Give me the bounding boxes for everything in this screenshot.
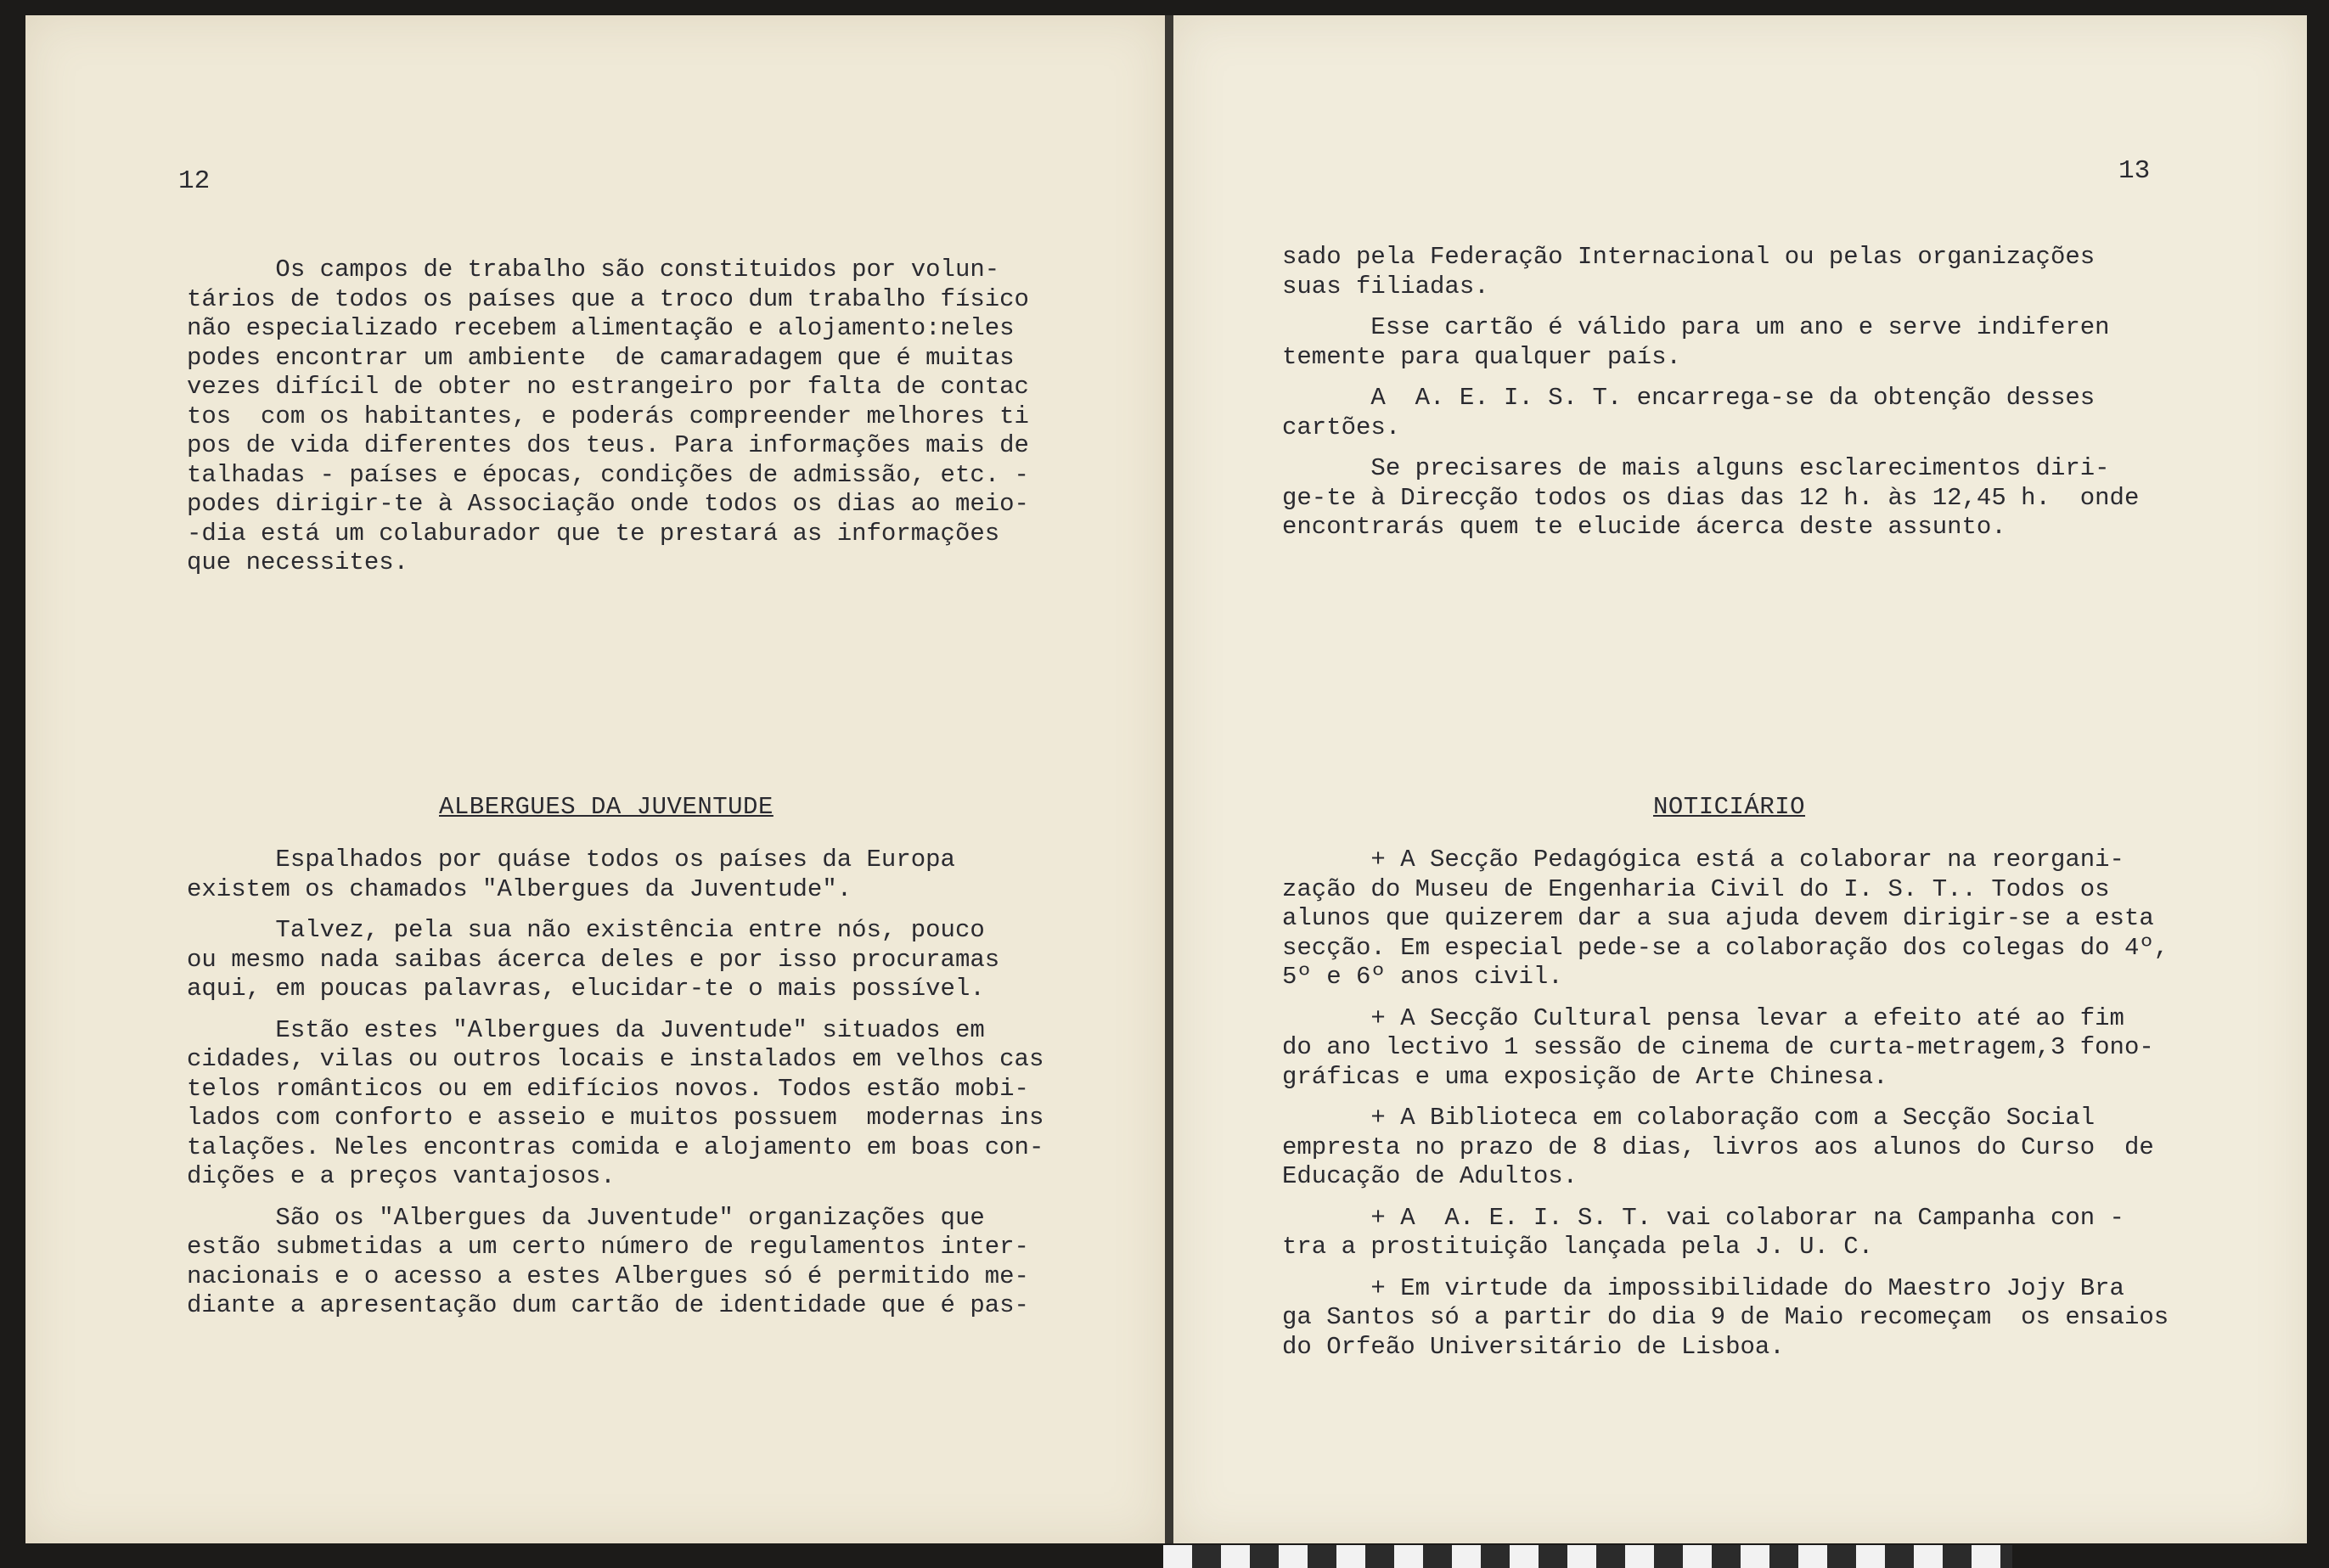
text-line: A A. E. I. S. T. encarrega-se da obtenção desses [1282,384,2096,412]
text-line: tários de todos os países que a troco dum trabalho físico [187,284,1029,313]
text-line: tra a prostituição lançada pela J. U. C. [1282,1233,1874,1261]
text-line: Estão estes "Albergues da Juventude" situados em [187,1015,985,1044]
text-line [1282,1262,2169,1274]
right-page [1173,15,2307,1543]
page-number: 13 [2118,156,2151,186]
text-line: + A Secção Pedagógica está a colaborar na reorgani- [1282,846,2124,874]
text-line: ga Santos só a partir do dia 9 de Maio recomeçam os ensaios [1282,1303,2169,1331]
text-line: Talvez, pela sua não existência entre nós, pouco [187,916,985,944]
text-line: do ano lectivo 1 sessão de cinema de curta-metragem,3 fono- [1282,1033,2154,1061]
text-line: nacionais e o acesso a estes Albergues só é permitido me- [187,1262,1029,1290]
text-line: podes dirigir-te à Associação onde todos os dias ao meio- [187,490,1029,518]
text-line: + Em virtude da impossibilidade do Maestro Jojy Bra [1282,1273,2124,1302]
text-line [187,904,1044,916]
text-line [187,1004,1044,1016]
text-line: talações. Neles encontras comida e alojamento em boas con- [187,1132,1044,1161]
text-line [187,1192,1044,1204]
text-line: + A Biblioteca em colaboração com a Secção Social [1282,1104,2096,1132]
text-line: encontrarás quem te elucide ácerca deste assunto. [1282,513,2006,541]
book-spine [1165,15,1173,1543]
text-line: do Orfeão Universitário de Lisboa. [1282,1332,1785,1361]
albergues-body [187,846,1044,1321]
text-line: Se precisares de mais alguns esclarecimentos diri- [1282,454,2110,482]
text-line: telos românticos ou em edifícios novos. Todos estão mobi- [187,1074,1029,1103]
text-line: temente para qualquer país. [1282,342,1681,371]
text-line: lados com conforto e asseio e muitos possuem modernas ins [187,1104,1044,1132]
text-line: gráficas e uma exposição de Arte Chinesa. [1282,1062,1888,1091]
text-line: -dia está um colaburador que te prestará as informações [187,519,1000,548]
text-line: alunos que quizerem dar a sua ajuda devem dirigir-se a esta [1282,904,2154,932]
continuation-paragraph [1282,243,2139,542]
text-line [1282,1092,2169,1104]
text-line: secção. Em especial pede-se a colaboração dos colegas do 4º, [1282,933,2169,962]
intro-paragraph [187,256,1029,578]
text-line: Educação de Adultos. [1282,1162,1578,1190]
text-line: cartões. [1282,413,1401,441]
page-number: 12 [178,166,211,196]
text-line: aqui, em poucas palavras, elucidar-te o mais possível. [187,975,985,1003]
text-line: empresta no prazo de 8 dias, livros aos alunos do Curso de [1282,1132,2154,1161]
text-line: Os campos de trabalho são constituidos por volun- [187,256,1000,284]
text-line: 5º e 6º anos civil. [1282,963,1563,991]
news-items [1282,846,2169,1362]
text-line: ge-te à Direcção todos os dias das 12 h. às 12,45 h. onde [1282,483,2140,512]
text-line: que necessites. [187,548,409,576]
section-title-albergues: ALBERGUES DA JUVENTUDE [439,793,774,821]
text-line: + A A. E. I. S. T. vai colaborar na Campanha con - [1282,1203,2124,1232]
text-line: Espalhados por quáse todos os países da Europa [187,846,955,874]
section-title-noticiario: NOTICIÁRIO [1653,793,1806,821]
text-line: talhadas - países e épocas, condições de admissão, etc. - [187,460,1029,489]
text-line [1282,372,2139,384]
text-line: cidades, vilas ou outros locais e instalados em velhos cas [187,1045,1044,1073]
text-line: zação do Museu de Engenharia Civil do I. S. T.. Todos os [1282,874,2110,903]
text-line: pos de vida diferentes dos teus. Para informações mais de [187,431,1029,459]
text-line: ou mesmo nada saibas ácerca deles e por isso procuramas [187,945,1000,974]
text-line: vezes difícil de obter no estrangeiro por falta de contac [187,373,1029,401]
text-line [1282,442,2139,454]
left-page [25,15,1165,1543]
text-line: Esse cartão é válido para um ano e serve indiferen [1282,313,2110,341]
text-line: suas filiadas. [1282,272,1489,301]
text-line: tos com os habitantes, e poderás compreender melhores ti [187,402,1029,430]
text-line [1282,1192,2169,1204]
text-line [1282,301,2139,313]
text-line: São os "Albergues da Juventude" organizações que [187,1203,985,1232]
text-line [1282,992,2169,1004]
text-line: não especializado recebem alimentação e alojamento:neles [187,314,1015,342]
text-line: diante a apresentação dum cartão de identidade que é pas- [187,1291,1029,1319]
text-line: sado pela Federação Internacional ou pelas organizações [1282,243,2096,271]
text-line: dições e a preços vantajosos. [187,1162,616,1190]
text-line: existem os chamados "Albergues da Juventude". [187,874,852,903]
scale-ruler [1163,1545,2012,1568]
text-line: estão submetidas a um certo número de regulamentos inter- [187,1233,1029,1261]
text-line: + A Secção Cultural pensa levar a efeito até ao fim [1282,1003,2124,1032]
text-line: podes encontrar um ambiente de camaradagem que é muitas [187,343,1015,372]
